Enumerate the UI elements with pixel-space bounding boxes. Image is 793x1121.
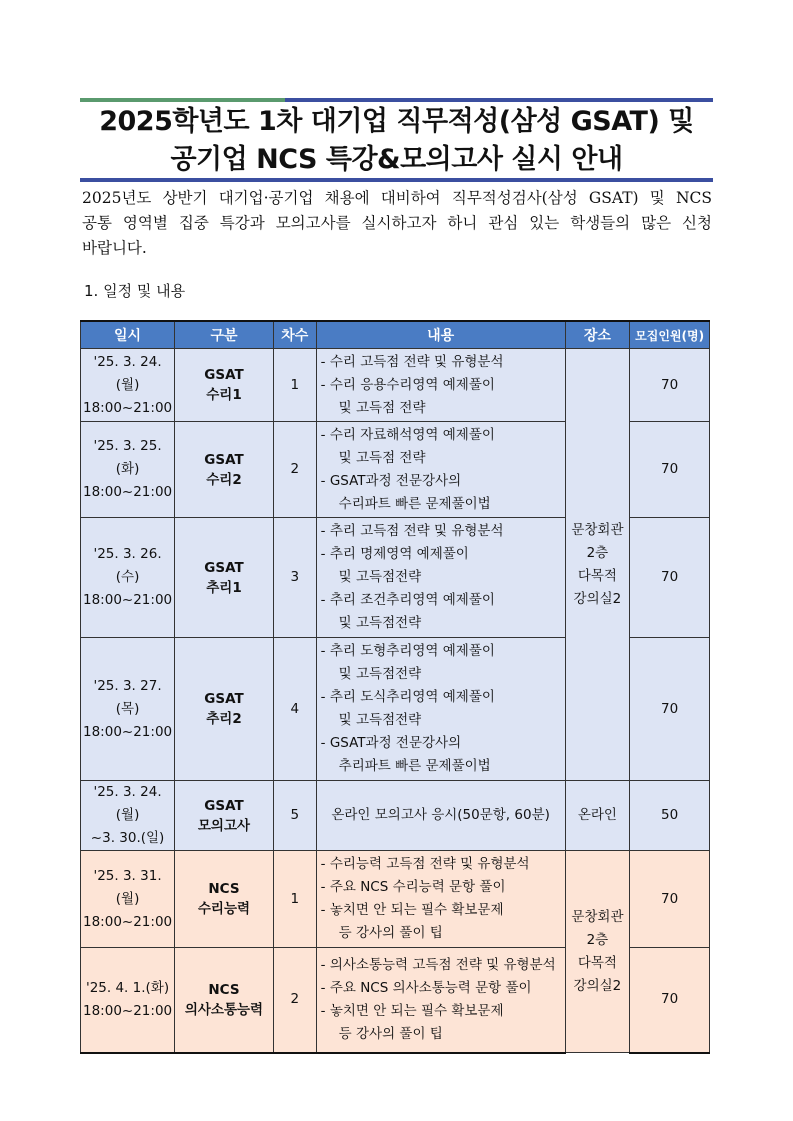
title-line-2: 공기업 NCS 특강&모의고사 실시 안내 <box>170 144 623 175</box>
cell-line: 강의실2 <box>573 977 622 994</box>
cell-line: 2층 <box>586 931 609 948</box>
cell-line: 수리1 <box>206 387 242 403</box>
cell-line: 및 고득점 전략 <box>338 449 426 466</box>
content-cell <box>316 781 565 851</box>
cell-line: 의사소통능력 <box>184 1001 264 1018</box>
type-cell <box>175 349 274 422</box>
cell-line: - 놓치면 안 되는 필수 확보문제 <box>320 1002 504 1019</box>
cell-line: 18:00~21:00 <box>83 484 173 500</box>
cell-line: 문창회관 <box>571 521 624 538</box>
date-cell <box>81 948 175 1053</box>
place-cell <box>565 781 630 851</box>
cell-line: 및 고득점전략 <box>338 569 422 585</box>
cell-line: 수리파트 빠른 문제풀이법 <box>338 495 491 512</box>
section-heading: 1. 일정 및 내용 <box>84 282 186 300</box>
count-cell: 70 <box>630 851 710 948</box>
count-cell: 70 <box>630 422 710 518</box>
cell-line: 추리2 <box>206 711 242 727</box>
title-accent-rule <box>80 98 285 102</box>
cell-line: GSAT <box>204 691 244 707</box>
cell-line: GSAT <box>204 559 244 576</box>
title-bottom-rule <box>80 178 713 182</box>
content-cell <box>316 518 565 638</box>
count-cell: 50 <box>630 781 710 851</box>
place-cell <box>565 349 630 781</box>
content-cell <box>316 851 565 948</box>
cell-line: 18:00~21:00 <box>83 723 173 740</box>
content-cell <box>316 422 565 518</box>
cell-line: 모의고사 <box>197 817 251 834</box>
type-cell <box>175 422 274 518</box>
cell-line: 및 고득점전략 <box>338 615 422 631</box>
date-cell <box>81 422 175 518</box>
place-cell <box>565 851 630 1053</box>
table-row <box>81 349 710 422</box>
cell-line: 18:00~21:00 <box>83 913 173 930</box>
content-cell <box>316 948 565 1053</box>
page-title <box>80 103 713 179</box>
cell-line: GSAT <box>204 367 244 383</box>
cell-line: 다목적 <box>577 954 617 971</box>
round-cell: 5 <box>273 781 316 851</box>
cell-line: 온라인 <box>577 807 617 823</box>
header-round: 차수 <box>273 321 316 349</box>
round-cell: 2 <box>273 422 316 518</box>
cell-line: NCS <box>208 881 240 897</box>
cell-line: 및 고득점전략 <box>338 666 422 682</box>
cell-line: 등 강사의 풀이 팁 <box>338 925 443 941</box>
cell-line: 수리2 <box>206 471 242 488</box>
cell-line: - 놓치면 안 되는 필수 확보문제 <box>320 902 504 918</box>
cell-line: 수리능력 <box>197 901 251 917</box>
cell-line: - 수리 자료해석영역 예제풀이 <box>320 426 495 443</box>
cell-line: - 주요 NCS 수리능력 문항 풀이 <box>320 879 506 895</box>
cell-line: 18:00~21:00 <box>83 1002 173 1019</box>
cell-line: 강의실2 <box>573 590 622 607</box>
cell-line: 2층 <box>586 544 609 561</box>
cell-line: 및 고득점 전략 <box>338 399 426 416</box>
round-cell: 1 <box>273 851 316 948</box>
cell-line: GSAT <box>204 797 244 814</box>
cell-line: 18:00~21:00 <box>83 592 173 608</box>
header-count: 모집인원(명) <box>630 321 710 349</box>
cell-line: 문창회관 <box>571 908 624 925</box>
title-top-rule <box>80 98 713 102</box>
date-cell <box>81 349 175 422</box>
round-cell: 3 <box>273 518 316 638</box>
cell-line: - GSAT과정 전문강사의 <box>320 735 462 751</box>
cell-line: 18:00~21:00 <box>83 399 173 416</box>
cell-line: '25. 3. 24.(월) <box>93 353 162 393</box>
cell-line: - 추리 조건추리영역 예제풀이 <box>320 592 495 608</box>
cell-line: - 추리 고득점 전략 및 유형분석 <box>320 523 504 539</box>
content-cell <box>316 638 565 781</box>
cell-line: '25. 3. 27.(목) <box>93 677 162 717</box>
cell-line: GSAT <box>204 451 244 468</box>
cell-line: ~3. 30.(일) <box>90 830 165 846</box>
header-place: 장소 <box>565 321 630 349</box>
cell-line: - 주요 NCS 의사소통능력 문항 풀이 <box>320 979 532 996</box>
table-row <box>81 851 710 948</box>
cell-line: - 추리 도식추리영역 예제풀이 <box>320 689 495 705</box>
date-cell <box>81 638 175 781</box>
cell-line: '25. 3. 26.(수) <box>93 546 162 585</box>
type-cell <box>175 638 274 781</box>
date-cell <box>81 851 175 948</box>
type-cell <box>175 851 274 948</box>
intro-paragraph: 2025년도 상반기 대기업·공기업 채용에 대비하여 직무적성검사(삼성 GSAT) 및 NCS 공통 영역별 집중 특강과 모의고사를 실시하고자 하니 관심 있는 학생들의 많은 신청 바랍니다. <box>82 189 712 257</box>
table-row <box>81 781 710 851</box>
count-cell: 70 <box>630 638 710 781</box>
cell-line: '25. 4. 1.(화) <box>86 979 170 996</box>
cell-line: - 수리능력 고득점 전략 및 유형분석 <box>320 856 530 872</box>
round-cell: 1 <box>273 349 316 422</box>
count-cell: 70 <box>630 948 710 1053</box>
cell-line: '25. 3. 31.(월) <box>93 867 162 907</box>
count-cell: 70 <box>630 349 710 422</box>
cell-line: '25. 3. 24.(월) <box>93 784 162 823</box>
date-cell <box>81 518 175 638</box>
cell-line: - 수리 응용수리영역 예제풀이 <box>320 376 495 393</box>
type-cell <box>175 518 274 638</box>
cell-line: 다목적 <box>577 567 617 584</box>
cell-line: 및 고득점전략 <box>338 712 422 728</box>
cell-line: - 수리 고득점 전략 및 유형분석 <box>320 353 504 370</box>
cell-line: 온라인 모의고사 응시(50문항, 60분) <box>331 807 550 823</box>
content-cell <box>316 349 565 422</box>
header-content: 내용 <box>316 321 565 349</box>
cell-line: - GSAT과정 전문강사의 <box>320 472 462 489</box>
count-cell: 70 <box>630 518 710 638</box>
round-cell: 4 <box>273 638 316 781</box>
cell-line: '25. 3. 25.(화) <box>93 438 162 477</box>
table-header-row <box>81 321 710 349</box>
title-line-1: 2025학년도 1차 대기업 직무적성(삼성 GSAT) 및 <box>99 106 694 137</box>
type-cell <box>175 781 274 851</box>
header-type: 구분 <box>175 321 274 349</box>
type-cell <box>175 948 274 1053</box>
cell-line: 추리파트 빠른 문제풀이법 <box>338 758 491 774</box>
cell-line: 추리1 <box>206 579 242 596</box>
cell-line: NCS <box>208 981 240 998</box>
header-date: 일시 <box>81 321 175 349</box>
schedule-table <box>80 320 710 1054</box>
cell-line: - 추리 명제영역 예제풀이 <box>320 546 469 562</box>
cell-line: - 추리 도형추리영역 예제풀이 <box>320 643 495 659</box>
cell-line: 등 강사의 풀이 팁 <box>338 1025 443 1042</box>
round-cell: 2 <box>273 948 316 1053</box>
cell-line: - 의사소통능력 고득점 전략 및 유형분석 <box>320 956 556 973</box>
date-cell <box>81 781 175 851</box>
